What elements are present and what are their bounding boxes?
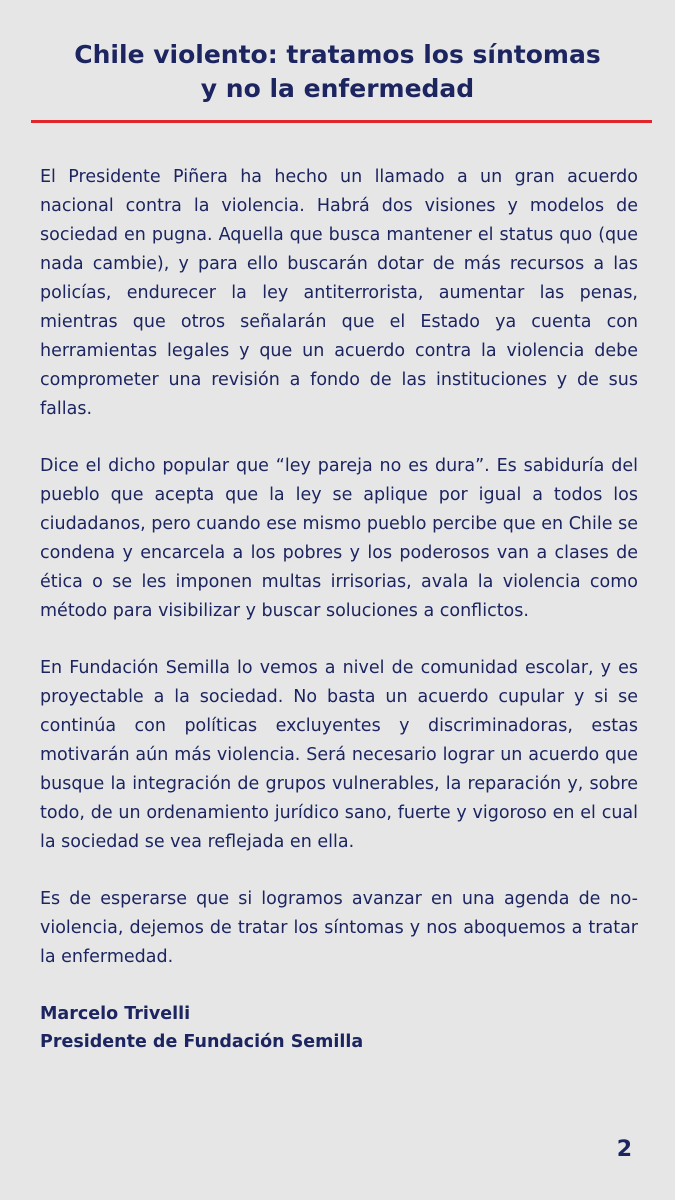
signature-name: Marcelo Trivelli	[40, 1004, 191, 1024]
paragraph-3: En Fundación Semilla lo vemos a nivel de comunidad escolar, y es proyectable a la sociedad. No basta un acuerdo cupular y si se continúa con políticas excluyentes y discriminadoras, estas motivarán aún más violencia. Será necesario lograr un acuerdo que busque la integración de grupos vulnerables, la reparación y, sobre todo, de un ordenamiento jurídico sano, fuerte y vigoroso en el cual la sociedad se vea reflejada en ella.	[40, 658, 638, 852]
article-body	[40, 163, 638, 1056]
paragraph-1: El Presidente Piñera ha hecho un llamado a un gran acuerdo nacional contra la violencia. Habrá dos visiones y modelos de sociedad en pugna. Aquella que busca mantener el status quo (que nada cambie), y para ello buscarán dotar de más recursos a las policías, endurecer la ley antiterrorista, aumentar las penas, mientras que otros señalarán que el Estado ya cuenta con herramientas legales y que un acuerdo contra la violencia debe comprometer una revisión a fondo de las instituciones y de sus fallas.	[40, 167, 638, 419]
paragraph-4: Es de esperarse que si logramos avanzar en una agenda de no-violencia, dejemos de tratar los síntomas y nos aboquemos a tratar la enfermedad.	[40, 889, 638, 967]
title-line-1: Chile violento: tratamos los síntomas	[74, 40, 601, 69]
signature-role: Presidente de Fundación Semilla	[40, 1032, 364, 1052]
page-title	[30, 38, 645, 106]
signature-block	[40, 1000, 638, 1056]
title-line-2: y no la enfermedad	[200, 74, 475, 103]
title-divider	[31, 120, 652, 123]
paragraph-2: Dice el dicho popular que “ley pareja no es dura”. Es sabiduría del pueblo que acepta que la ley se aplique por igual a todos los ciudadanos, pero cuando ese mismo pueblo percibe que en Chile se condena y encarcela a los pobres y los poderosos van a clases de ética o se les imponen multas irrisorias, avala la violencia como método para visibilizar y buscar soluciones a conflictos.	[40, 456, 638, 621]
page-number: 2	[616, 1137, 632, 1162]
